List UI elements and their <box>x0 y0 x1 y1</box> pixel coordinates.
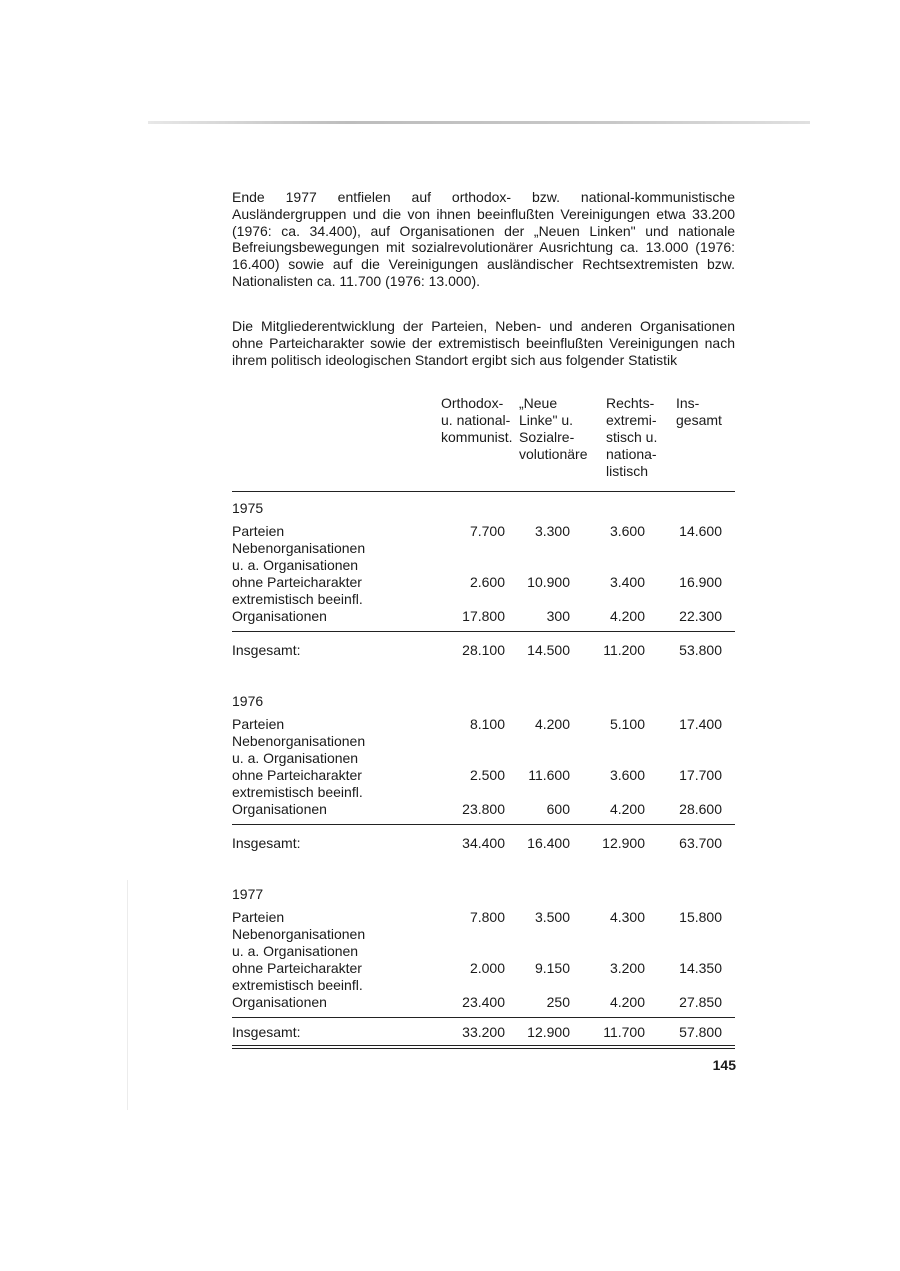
cell: 23.400 <box>462 994 505 1010</box>
cell: 28.600 <box>679 801 722 817</box>
cell: 17.800 <box>462 608 505 624</box>
row-label: Parteien <box>232 716 285 732</box>
cell: 7.800 <box>469 909 505 925</box>
table-row <box>232 926 735 977</box>
total-row <box>232 642 735 659</box>
cell: 4.300 <box>609 909 645 925</box>
total-label: Insgesamt: <box>232 1024 301 1040</box>
cell: 3.600 <box>609 523 645 539</box>
table-row <box>232 733 735 784</box>
divider <box>232 824 735 825</box>
cell: 9.150 <box>534 960 570 976</box>
row-label: Nebenorganisationen u. a. Organisationen ohne Parteicharakter <box>232 540 366 590</box>
table-row <box>232 540 735 591</box>
row-label: Parteien <box>232 909 285 925</box>
cell: 4.200 <box>609 994 645 1010</box>
table-row <box>232 716 735 733</box>
cell: 250 <box>546 994 570 1010</box>
table-row <box>232 784 735 818</box>
cell: 34.400 <box>462 835 505 851</box>
row-label: Nebenorganisationen u. a. Organisationen ohne Parteicharakter <box>232 926 366 976</box>
cell: 3.600 <box>609 767 645 783</box>
table-row <box>232 909 735 926</box>
header-orthodox-communist: Orthodox- u. national- kommunist. <box>441 395 513 445</box>
cell: 15.800 <box>679 909 722 925</box>
table-row <box>232 591 735 625</box>
cell: 14.600 <box>679 523 722 539</box>
cell: 2.500 <box>469 767 505 783</box>
cell: 22.300 <box>679 608 722 624</box>
row-label: Parteien <box>232 523 285 539</box>
intro-paragraph: Ende 1977 entfielen auf orthodox- bzw. national-kommunistische Ausländergruppen und die von ihnen beeinflußten Vereinigungen etwa 33.200 (1976: ca. 34.400), auf Organisationen der „Neuen Linken" und nationale Befreiungsbewegungen mit sozialrevolutionärer Ausrichtung ca. 13.000 (1976: 16.400) sowie auf die Vereinigungen ausländischer Rechtsextremisten bzw. Nationalisten ca. 11.700 (1976: 13.000). <box>232 189 735 289</box>
table-row <box>232 977 735 1011</box>
scan-margin-mark <box>127 880 128 1110</box>
year-label: 1977 <box>232 886 264 902</box>
cell: 11.200 <box>603 642 645 658</box>
year-label: 1975 <box>232 500 264 516</box>
total-row <box>232 1024 735 1041</box>
table-row <box>232 523 735 540</box>
cell: 33.200 <box>462 1024 505 1040</box>
cell: 57.800 <box>679 1024 722 1040</box>
statistics-paragraph: Die Mitgliederentwicklung der Parteien, Neben- und anderen Organisationen ohne Parteicharakter sowie der extremistisch beeinflußten Vereinigungen nach ihrem politisch ideologischen Standort ergibt sich aus folgender Statistik <box>232 318 735 368</box>
row-label: extremistisch beeinfl. Organisationen <box>232 784 363 817</box>
section-1976 <box>232 685 735 852</box>
cell: 7.700 <box>469 523 505 539</box>
cell: 17.400 <box>679 716 722 732</box>
divider <box>232 631 735 632</box>
table-header <box>232 395 735 492</box>
total-row <box>232 835 735 852</box>
cell: 2.000 <box>469 960 505 976</box>
cell: 17.700 <box>679 767 722 783</box>
cell: 3.400 <box>609 574 645 590</box>
cell: 3.200 <box>609 960 645 976</box>
cell: 4.200 <box>609 608 645 624</box>
cell: 12.900 <box>602 835 645 851</box>
section-1977 <box>232 878 735 1049</box>
section-1975 <box>232 492 735 659</box>
cell: 4.200 <box>534 716 570 732</box>
double-rule <box>232 1045 735 1049</box>
cell: 10.900 <box>527 574 570 590</box>
cell: 11.700 <box>603 1024 645 1040</box>
top-scan-rule <box>148 121 810 124</box>
row-label: extremistisch beeinfl. Organisationen <box>232 591 363 624</box>
cell: 8.100 <box>469 716 505 732</box>
cell: 28.100 <box>462 642 505 658</box>
cell: 600 <box>546 801 570 817</box>
header-new-left: „Neue Linke" u. Sozialre- volutionäre <box>519 395 588 462</box>
total-label: Insgesamt: <box>232 642 301 658</box>
cell: 3.300 <box>534 523 570 539</box>
cell: 12.900 <box>527 1024 570 1040</box>
cell: 2.600 <box>469 574 505 590</box>
cell: 11.600 <box>528 767 570 783</box>
cell: 63.700 <box>679 835 722 851</box>
cell: 16.900 <box>679 574 722 590</box>
cell: 5.100 <box>609 716 645 732</box>
cell: 16.400 <box>527 835 570 851</box>
cell: 14.500 <box>527 642 570 658</box>
row-label: extremistisch beeinfl. Organisationen <box>232 977 363 1010</box>
cell: 53.800 <box>679 642 722 658</box>
membership-table <box>232 395 735 1049</box>
year-label: 1976 <box>232 693 264 709</box>
total-label: Insgesamt: <box>232 835 301 851</box>
row-label: Nebenorganisationen u. a. Organisationen ohne Parteicharakter <box>232 733 366 783</box>
cell: 23.800 <box>462 801 505 817</box>
cell: 3.500 <box>534 909 570 925</box>
cell: 4.200 <box>609 801 645 817</box>
header-total: Ins- gesamt <box>676 395 722 428</box>
divider <box>232 1017 735 1018</box>
cell: 300 <box>546 608 570 624</box>
header-right-extremist: Rechts- extremi- stisch u. nationa- listisch <box>606 395 658 479</box>
page-number: 145 <box>712 1057 736 1073</box>
cell: 14.350 <box>679 960 722 976</box>
cell: 27.850 <box>679 994 722 1010</box>
